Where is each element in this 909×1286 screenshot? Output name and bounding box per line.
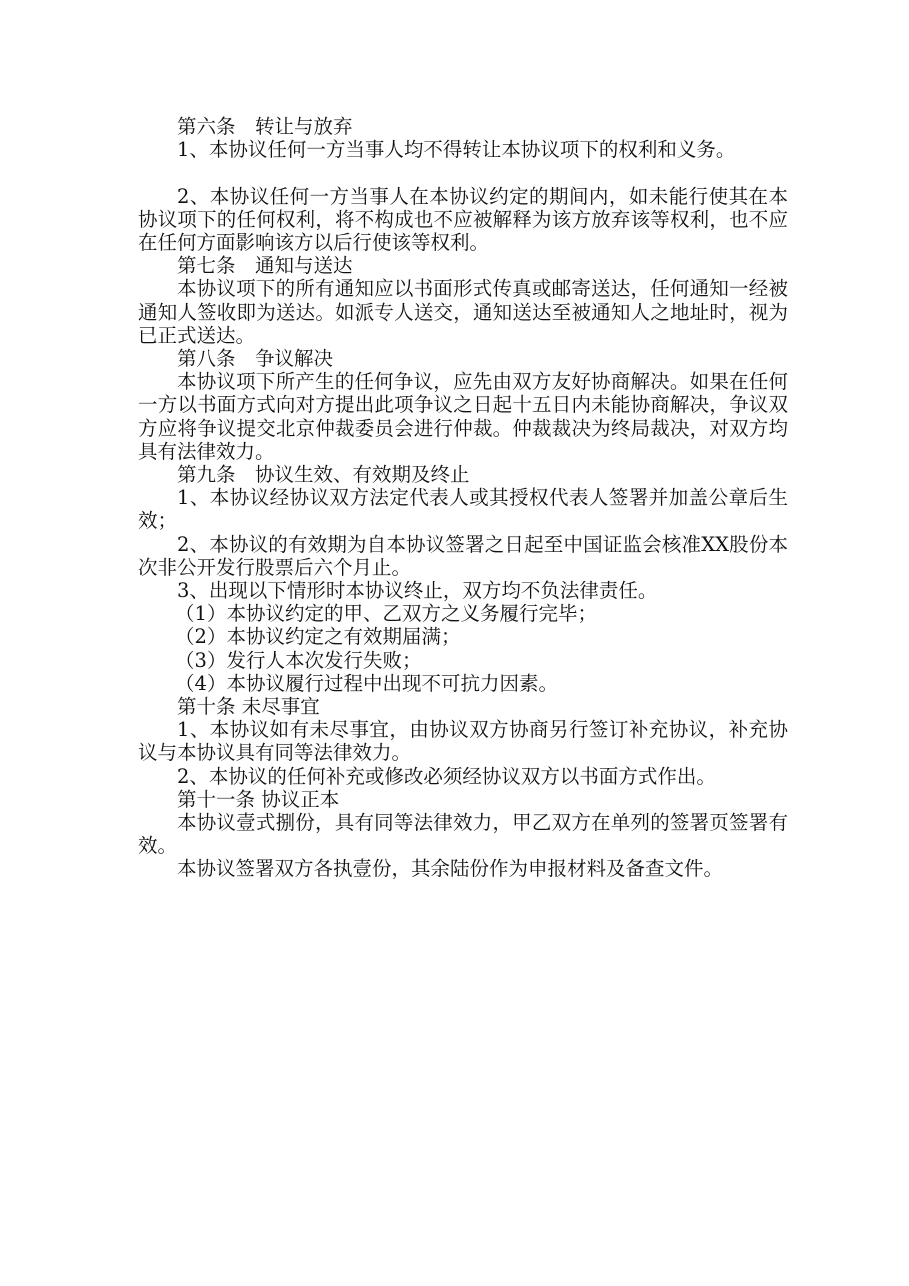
termination-item-1: （1）本协议约定的甲、乙双方之义务履行完毕； <box>175 602 597 626</box>
article-7-paragraph-1: 本协议项下的所有通知应以书面形式传真或邮寄送达，任何通知一经被通知人签收即为送达。如派专人送交，通知送达至被通知人之地址时，视为已正式送达。 <box>138 277 788 347</box>
termination-item-3: （3）发行人本次发行失败； <box>175 648 422 672</box>
article-11-heading: 第十一条 协议正本 <box>177 787 340 811</box>
article-6-paragraph-1: 1、本协议任何一方当事人均不得转让本协议项下的权利和义务。 <box>177 138 736 162</box>
article-10-paragraph-1: 1、本协议如有未尽事宜，由协议双方协商另行签订补充协议，补充协议与本协议具有同等法律效力。 <box>138 718 788 765</box>
article-8-heading: 第八条 争议解决 <box>177 347 334 371</box>
document-body <box>138 115 788 881</box>
article-9-paragraph-2: 2、本协议的有效期为自本协议签署之日起至中国证监会核准XX股份本次非公开发行股票后六个月止。 <box>138 532 788 579</box>
article-9-paragraph-3: 3、出现以下情形时本协议终止，双方均不负法律责任。 <box>177 579 658 603</box>
article-10-paragraph-2: 2、本协议的任何补充或修改必须经协议双方以书面方式作出。 <box>177 764 716 788</box>
article-6-paragraph-2: 2、本协议任何一方当事人在本协议约定的期间内，如未能行使其在本协议项下的任何权利，将不构成也不应被解释为该方放弃该等权利，也不应在任何方面影响该方以后行使该等权利。 <box>138 184 788 254</box>
article-11-paragraph-1: 本协议壹式捌份，具有同等法律效力，甲乙双方在单列的签署页签署有效。 <box>138 811 788 858</box>
blank-line <box>138 161 788 184</box>
article-7-heading: 第七条 通知与送达 <box>177 254 353 278</box>
article-10-heading: 第十条 未尽事宜 <box>177 695 320 719</box>
article-9-heading: 第九条 协议生效、有效期及终止 <box>177 463 470 487</box>
termination-item-4: （4）本协议履行过程中出现不可抗力因素。 <box>175 671 558 695</box>
termination-item-2: （2）本协议约定之有效期届满； <box>175 625 461 649</box>
article-9-paragraph-1: 1、本协议经协议双方法定代表人或其授权代表人签署并加盖公章后生效； <box>138 486 788 533</box>
article-11-paragraph-2: 本协议签署双方各执壹份，其余陆份作为申报材料及备查文件。 <box>177 857 724 881</box>
article-8-paragraph-1: 本协议项下所产生的任何争议，应先由双方友好协商解决。如果在任何一方以书面方式向对方提出此项争议之日起十五日内未能协商解决，争议双方应将争议提交北京仲裁委员会进行仲裁。仲裁裁决为终局裁决，对双方均具有法律效力。 <box>138 370 788 463</box>
article-6-heading: 第六条 转让与放弃 <box>177 115 353 138</box>
